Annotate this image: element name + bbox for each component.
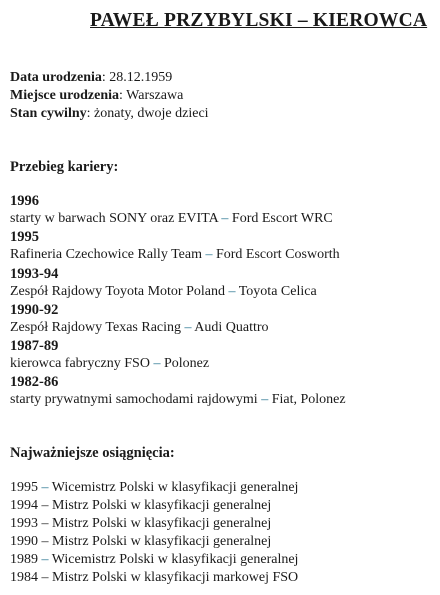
achievement-year: 1989 (10, 552, 38, 567)
marital-status-value: : żonaty, dwoje dzieci (86, 106, 209, 121)
page-title: PAWEŁ PRZYBYLSKI – KIEROWCA (90, 10, 428, 31)
achievement-item (10, 570, 298, 586)
career-year: 1987-89 (10, 338, 59, 354)
achievement-year: 1993 (10, 516, 38, 531)
career-year: 1990-92 (10, 302, 59, 318)
career-team: Rafineria Czechowice Rally Team (10, 247, 202, 262)
achievement-year: 1984 (10, 570, 38, 585)
career-car: Polonez (163, 356, 210, 371)
achievement-item (10, 552, 298, 568)
achievement-item (10, 498, 271, 514)
career-entry (10, 356, 209, 372)
career-separator: – (257, 392, 272, 407)
achievement-year: 1990 (10, 534, 38, 549)
career-car: Ford Escort WRC (231, 211, 333, 226)
birth-date-label: Data urodzenia (10, 70, 102, 85)
achievement-separator: – (38, 552, 52, 567)
achievement-separator: – (38, 570, 52, 585)
birth-date-line (10, 70, 172, 86)
career-separator: – (224, 284, 239, 299)
career-car: Ford Escort Cosworth (215, 247, 340, 262)
achievement-text: Mistrz Polski w klasyfikacji generalnej (52, 516, 272, 531)
career-year: 1993-94 (10, 266, 59, 282)
achievement-year: 1994 (10, 498, 38, 513)
birth-place-label: Miejsce urodzenia (10, 88, 119, 103)
career-separator: – (181, 320, 195, 335)
achievement-text: Wicemistrz Polski w klasyfikacji generalnej (51, 552, 299, 567)
birth-place-line (10, 88, 183, 104)
career-entry (10, 247, 340, 263)
career-team: Zespół Rajdowy Toyota Motor Poland (10, 284, 225, 299)
career-separator: – (149, 356, 164, 371)
career-team: kierowca fabryczny FSO (10, 356, 150, 371)
career-car: Toyota Celica (238, 284, 317, 299)
career-year: 1982-86 (10, 374, 59, 390)
career-team: starty prywatnymi samochodami rajdowymi (10, 392, 258, 407)
career-car: Audi Quattro (194, 320, 269, 335)
achievement-text: Wicemistrz Polski w klasyfikacji generalnej (51, 480, 299, 495)
career-entry (10, 320, 269, 336)
achievement-separator: – (38, 498, 52, 513)
career-year: 1996 (10, 193, 39, 209)
career-separator: – (201, 247, 216, 262)
achievement-text: Mistrz Polski w klasyfikacji markowej FSO (52, 570, 299, 585)
marital-status-line (10, 106, 209, 122)
career-entry (10, 284, 317, 300)
career-heading: Przebieg kariery: (10, 159, 119, 175)
career-car: Fiat, Polonez (271, 392, 346, 407)
achievement-year: 1995 (10, 480, 38, 495)
birth-date-value: : 28.12.1959 (101, 70, 173, 85)
achievement-item (10, 534, 271, 550)
achievement-separator: – (38, 516, 52, 531)
career-team: starty w barwach SONY oraz EVITA (10, 211, 218, 226)
career-year: 1995 (10, 229, 39, 245)
career-entry (10, 392, 346, 408)
achievement-text: Mistrz Polski w klasyfikacji generalnej (52, 498, 272, 513)
career-team: Zespół Rajdowy Texas Racing (10, 320, 182, 335)
achievement-item (10, 480, 298, 496)
birth-place-value: : Warszawa (119, 88, 184, 103)
achievement-item (10, 516, 271, 532)
career-entry (10, 211, 333, 227)
achievement-separator: – (38, 534, 52, 549)
career-separator: – (217, 211, 232, 226)
marital-status-label: Stan cywilny (10, 106, 87, 121)
achievements-heading: Najważniejsze osiągnięcia: (10, 445, 175, 461)
achievement-separator: – (38, 480, 52, 495)
achievement-text: Mistrz Polski w klasyfikacji generalnej (52, 534, 272, 549)
